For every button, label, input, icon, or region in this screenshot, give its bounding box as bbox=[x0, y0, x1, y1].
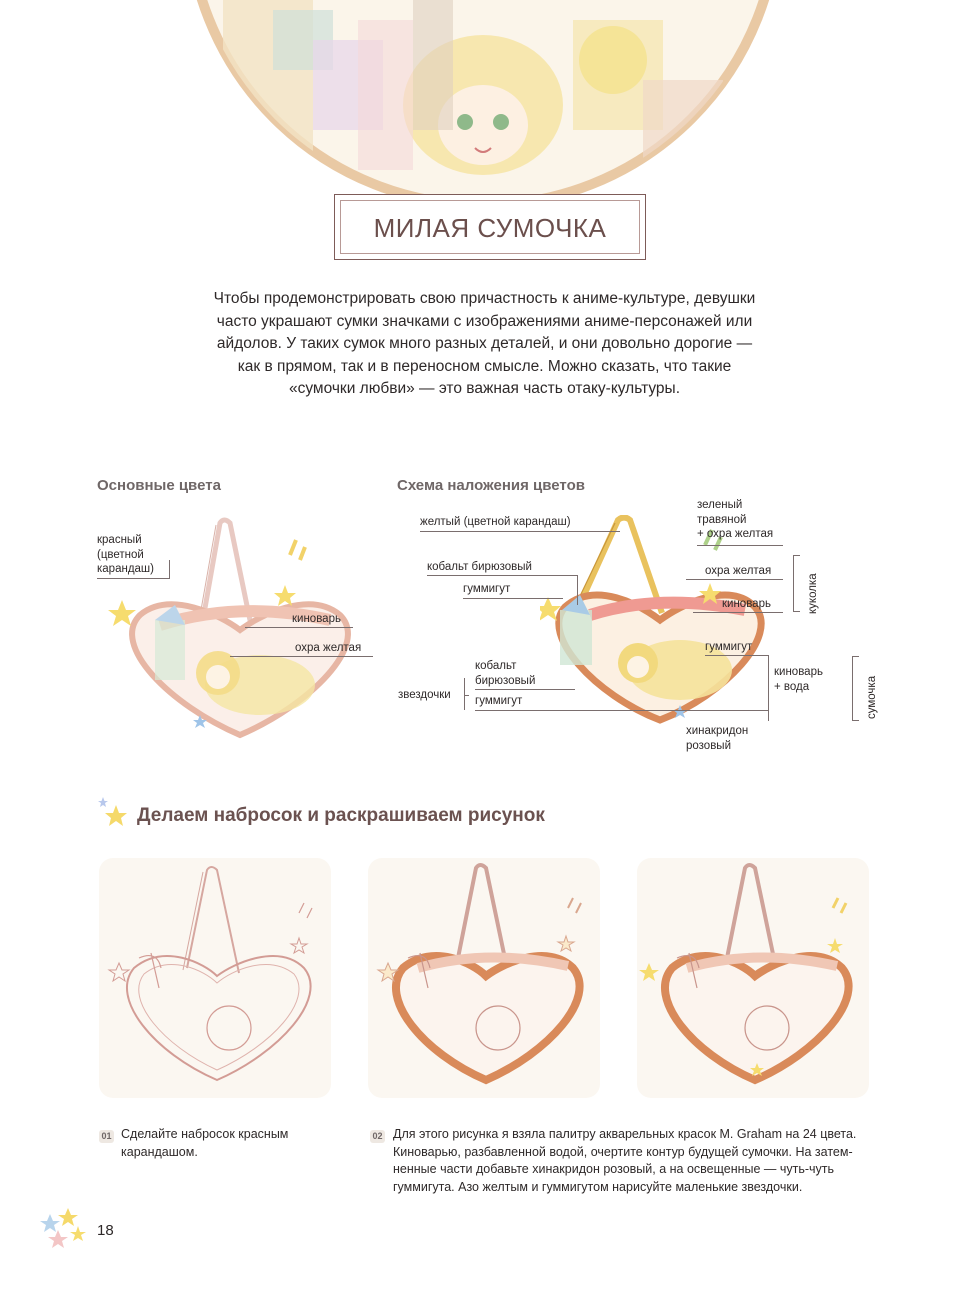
intro-line: Чтобы продемонстрировать свою причастность к аниме-культуре, девушки bbox=[213, 290, 756, 307]
label-gamboge-2: гуммигут bbox=[475, 695, 523, 707]
label-doll-cinnabar: киноварь bbox=[722, 598, 771, 610]
label-cobalt-turquoise-2: кобальт бирюзовый bbox=[475, 660, 536, 687]
label-green-grass: зеленый травяной + охра желтая bbox=[697, 499, 774, 540]
leader-line bbox=[245, 627, 353, 628]
leader-line bbox=[463, 598, 563, 599]
bracket-bag bbox=[852, 656, 853, 721]
page-number: 18 bbox=[97, 1222, 114, 1239]
star-cluster-icon bbox=[96, 797, 132, 833]
intro-paragraph bbox=[150, 288, 819, 401]
label-yellow-pencil: желтый (цветной карандаш) bbox=[420, 516, 571, 528]
leader-line bbox=[420, 531, 620, 532]
watercolor-stage-illustration bbox=[368, 858, 600, 1098]
step-text-1: Сделайте набросок красным карандашом. bbox=[121, 1127, 289, 1159]
bracket-bag bbox=[852, 656, 859, 657]
intro-line: как в прямом, так и в переносном смысле. Можно сказать, что такие bbox=[237, 357, 732, 375]
leader-line bbox=[427, 575, 577, 576]
intro-line: часто украшают сумки значками с изображениями аниме-персонажей или bbox=[216, 312, 753, 330]
bracket-doll bbox=[793, 555, 794, 612]
main-colors-heading: Основные цвета bbox=[97, 477, 221, 494]
label-gamboge-right: гуммигут bbox=[705, 641, 753, 653]
bracket-stars bbox=[464, 678, 465, 710]
step-number-2: 02 bbox=[370, 1130, 385, 1143]
leader-line bbox=[475, 710, 768, 711]
footer-stars-icon bbox=[36, 1200, 92, 1256]
leader-line bbox=[169, 560, 170, 579]
leader-line bbox=[230, 656, 373, 657]
step-panel-2 bbox=[368, 858, 600, 1098]
label-red-pencil: красный (цветной карандаш) bbox=[97, 534, 154, 575]
label-cinnabar: киноварь bbox=[292, 613, 341, 625]
label-doll-yellow-ochre: охра желтая bbox=[705, 565, 772, 577]
bracket-doll bbox=[793, 611, 800, 612]
bracket-bag bbox=[852, 720, 859, 721]
step-panel-1 bbox=[99, 858, 331, 1098]
top-illustration bbox=[183, 0, 783, 210]
label-yellow-ochre: охра желтая bbox=[295, 642, 362, 654]
leader-line bbox=[97, 578, 169, 579]
leader-line bbox=[705, 655, 768, 656]
title-box bbox=[334, 194, 646, 260]
sketch-illustration bbox=[99, 858, 331, 1098]
label-cinnabar-water: киноварь + вода bbox=[774, 666, 823, 693]
leader-line bbox=[697, 545, 783, 546]
step-text-2: Для этого рисунка я взяла палитру акварельных красок M. Graham на 24 цвета. Киноварью, разбавленной водой, очертите контур будущей сумочки. На затем- ненные части добавьте хинакридон розовый, а на освещенные — чуть-чуть гуммигута. Азо желтым и гуммигутом нарисуйте маленькие звездочки. bbox=[393, 1127, 857, 1194]
label-gamboge: гуммигут bbox=[463, 583, 511, 595]
leader-line bbox=[475, 689, 575, 690]
leader-line bbox=[577, 575, 578, 605]
label-stars: звездочки bbox=[398, 689, 451, 701]
label-doll: куколка bbox=[807, 573, 819, 614]
label-cobalt-turquoise: кобальт бирюзовый bbox=[427, 561, 532, 573]
bracket-stars bbox=[464, 695, 469, 696]
watercolor-stars-illustration bbox=[637, 858, 869, 1098]
intro-line: айдолов. У таких сумок много разных деталей, и они довольно дорогие — bbox=[216, 335, 753, 352]
label-quinacridone-pink: хинакридон розовый bbox=[686, 725, 749, 752]
step-number-1: 01 bbox=[99, 1130, 114, 1143]
intro-line: «сумочки любви» — это важная часть отаку-культуры. bbox=[288, 380, 681, 397]
leader-line bbox=[768, 655, 769, 721]
leader-line bbox=[686, 579, 783, 580]
page-title: МИЛАЯ СУМОЧКА bbox=[373, 213, 607, 243]
color-scheme-heading: Схема наложения цветов bbox=[397, 477, 585, 494]
bracket-doll bbox=[793, 555, 800, 556]
sketch-section-heading: Делаем набросок и раскрашиваем рисунок bbox=[137, 805, 545, 826]
label-bag: сумочка bbox=[866, 675, 878, 719]
step-panel-3 bbox=[637, 858, 869, 1098]
leader-line bbox=[693, 612, 783, 613]
